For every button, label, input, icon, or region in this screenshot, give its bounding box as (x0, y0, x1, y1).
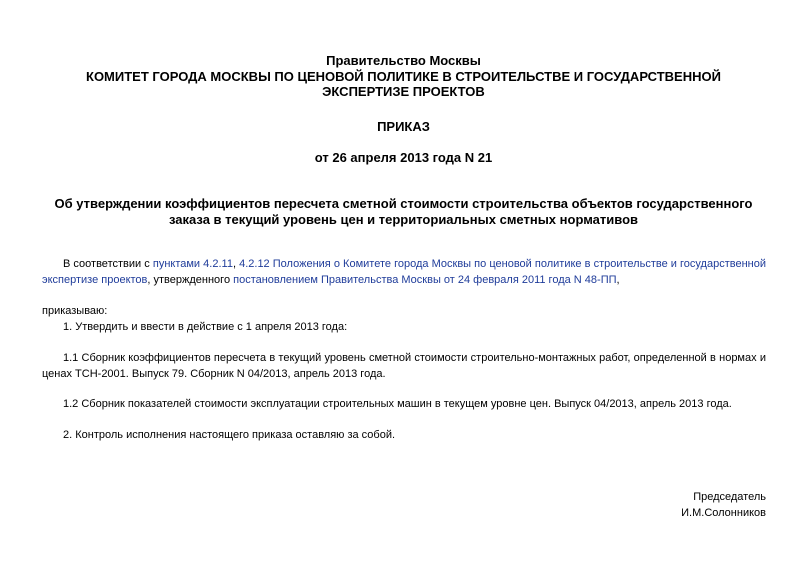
link-clauses-4-2-11[interactable]: пунктами 4.2.11 (152, 258, 233, 270)
signature-position: Председатель (693, 491, 766, 503)
preamble-paragraph (42, 256, 766, 288)
preamble-text: , (232, 258, 240, 270)
item-1: 1. Утвердить и ввести в действие с 1 апреля 2013 года: (63, 321, 348, 333)
document-type: ПРИКАЗ (377, 119, 430, 134)
order-word: приказываю: (42, 305, 108, 317)
preamble-text: В соответствии с (63, 258, 153, 270)
preamble-text: , утвержденного (147, 274, 234, 286)
government-name: Правительство Москвы (326, 53, 481, 68)
committee-name-line2: ЭКСПЕРТИЗЕ ПРОЕКТОВ (322, 84, 485, 99)
item-1-1: 1.1 Сборник коэффициентов пересчета в текущий уровень сметной стоимости строительно-монтажных работ, определенной в нормах и ценах ТСН-2001. Выпуск 79. Сборник N 04/2013, апрель 2013 года. (42, 352, 766, 380)
link-moscow-government-decree[interactable]: постановлением Правительства Москвы от 24 февраля 2011 года N 48-ПП (233, 274, 617, 286)
item-2: 2. Контроль исполнения настоящего приказа оставляю за собой. (63, 429, 396, 441)
item-1-2: 1.2 Сборник показателей стоимости эксплуатации строительных машин в текущем уровне цен. Выпуск 04/2013, апрель 2013 года. (63, 398, 732, 410)
committee-name-line1: КОМИТЕТ ГОРОДА МОСКВЫ ПО ЦЕНОВОЙ ПОЛИТИКЕ В СТРОИТЕЛЬСТВЕ И ГОСУДАРСТВЕННОЙ (86, 69, 721, 84)
preamble-text: , (616, 274, 620, 286)
document-date-number: от 26 апреля 2013 года N 21 (314, 150, 493, 165)
document-title-line1: Об утверждении коэффициентов пересчета сметной стоимости строительства объектов государственного (54, 196, 753, 211)
document-title-line2: заказа в текущий уровень цен и территориальных сметных нормативов (168, 212, 638, 227)
signature-name: И.М.Солонников (681, 507, 766, 519)
link-committee-regulation[interactable]: 4.2.12 Положения о Комитете города Москвы по ценовой политике в строительстве и государственной экспертизе проектов (42, 258, 767, 286)
